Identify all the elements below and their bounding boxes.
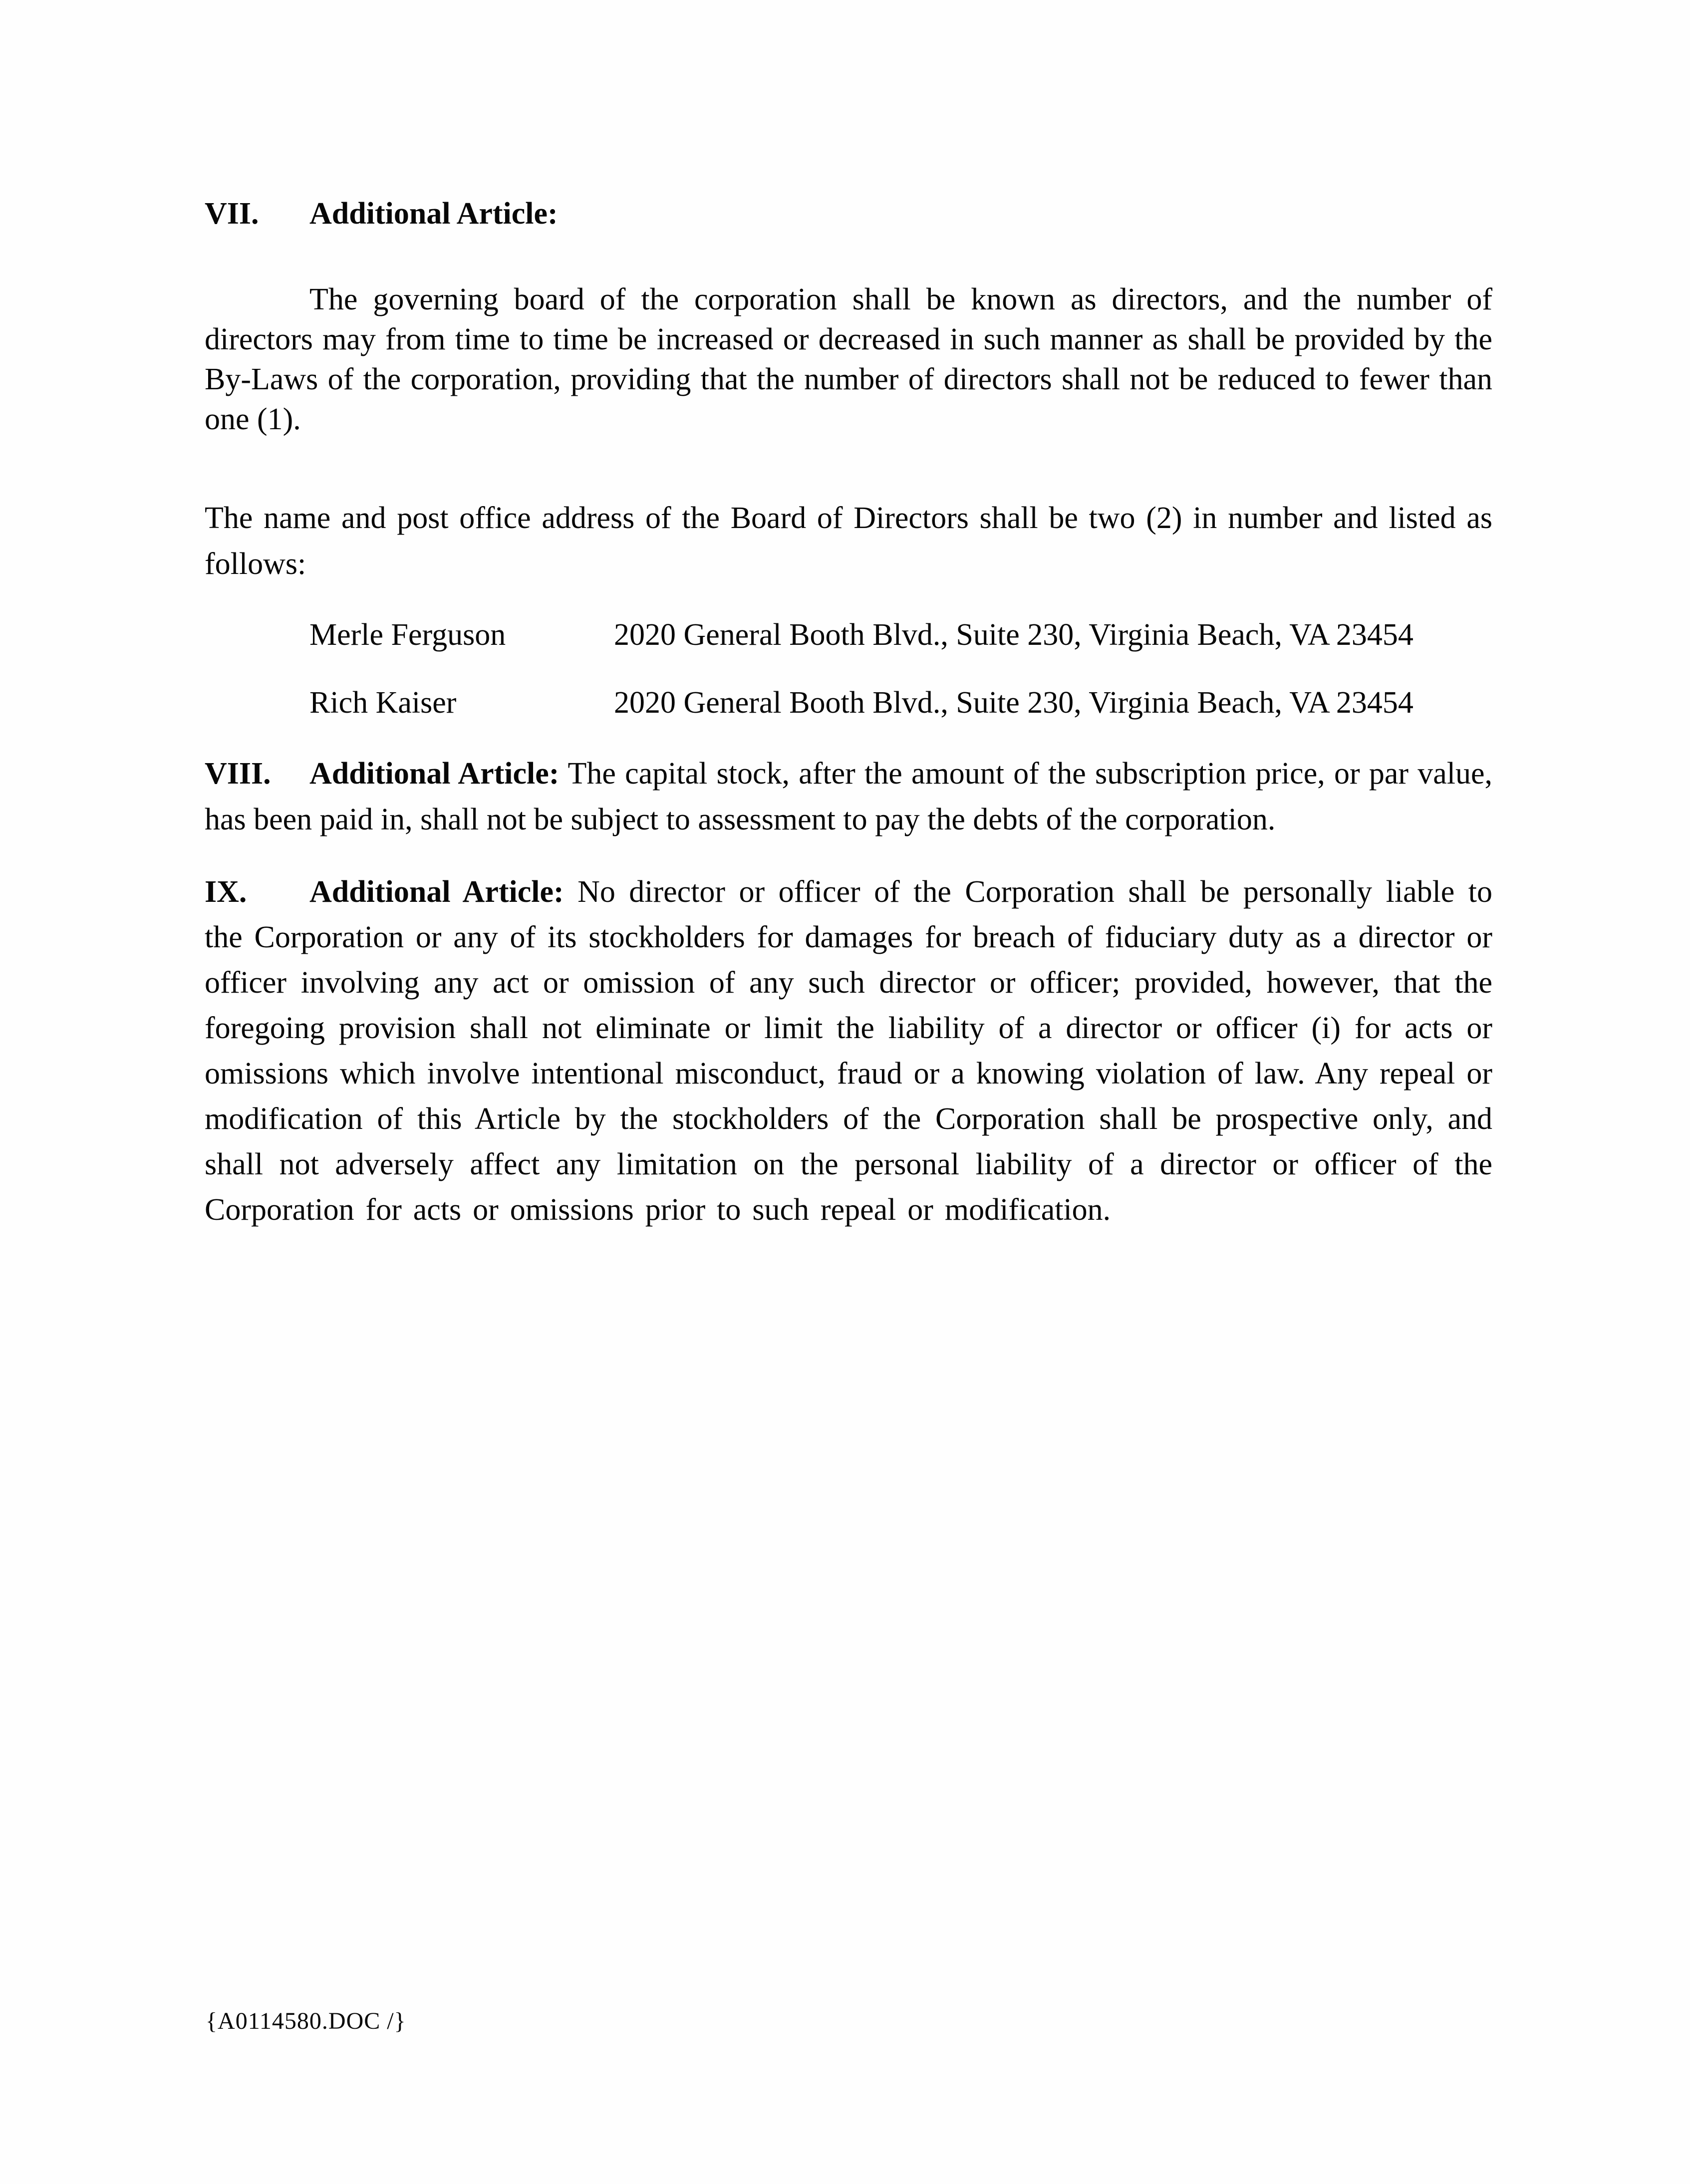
section-ix-numeral: IX. [205,875,247,909]
document-footer-file-reference: {A0114580.DOC /} [206,2008,406,2034]
director-address: 2020 General Booth Blvd., Suite 230, Virginia Beach, VA 23454 [614,618,1413,652]
director-address: 2020 General Booth Blvd., Suite 230, Virginia Beach, VA 23454 [614,686,1413,720]
director-row [205,615,1492,655]
director-name: Merle Ferguson [309,618,506,652]
section-viii-numeral: VIII. [205,757,271,791]
section-viii-title: Additional Article: [309,757,560,791]
section-vii-numeral: VII. [205,197,259,231]
section-vii-paragraph: The governing board of the corporation shall be known as directors, and the number of directors may from time to time be increased or decreased in such manner as shall be provided by the By-Laws of the corporation, providing that the number of directors shall not be reduced to fewer than one (1). [205,282,1492,436]
section-ix-paragraph [205,869,1492,1233]
section-ix-title: Additional Article: [309,875,564,909]
board-of-directors-intro: The name and post office address of the Board of Directors shall be two (2) in number and listed as follows: [205,501,1492,581]
director-row [205,683,1492,723]
section-ix-body: No director or officer of the Corporation shall be personally liable to the Corporation or any of its stockholders for damages for breach of fiduciary duty as a director or officer involving any act or omission of any such director or officer; provided, however, that the foregoing provision shall not eliminate or limit the liability of a director or officer (i) for acts or omissions which involve intentional misconduct, fraud or a knowing violation of law. Any repeal or modification of this Article by the stockholders of the Corporation shall be prospective only, and shall not adversely affect any limitation on the personal liability of a director or officer of the Corporation for acts or omissions prior to such repeal or modification. [205,875,1492,1227]
director-name: Rich Kaiser [309,686,457,720]
section-viii-body: The capital stock, after the amount of the subscription price, or par value, has been paid in, shall not be subject to assessment to pay the debts of the corporation. [205,757,1492,836]
section-vii-heading [205,194,1492,234]
section-vii-title: Additional Article: [309,197,558,231]
directors-list [205,615,1492,723]
section-viii-paragraph [205,751,1492,842]
